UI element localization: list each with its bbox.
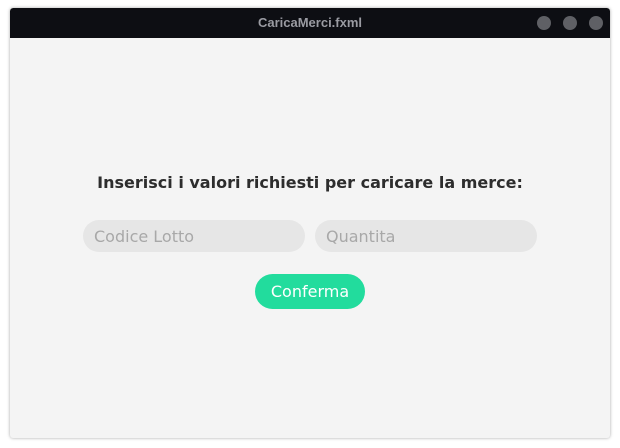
form-prompt: Inserisci i valori richiesti per caricare la merce: (97, 173, 523, 192)
quantity-input[interactable] (315, 220, 537, 252)
confirm-button[interactable]: Conferma (255, 274, 365, 309)
lot-code-input[interactable] (83, 220, 305, 252)
window-title: CaricaMerci.fxml (257, 15, 363, 30)
app-window (10, 8, 610, 438)
close-icon[interactable] (589, 16, 603, 30)
title-bar[interactable] (10, 8, 610, 38)
minimize-icon[interactable] (537, 16, 551, 30)
maximize-icon[interactable] (563, 16, 577, 30)
